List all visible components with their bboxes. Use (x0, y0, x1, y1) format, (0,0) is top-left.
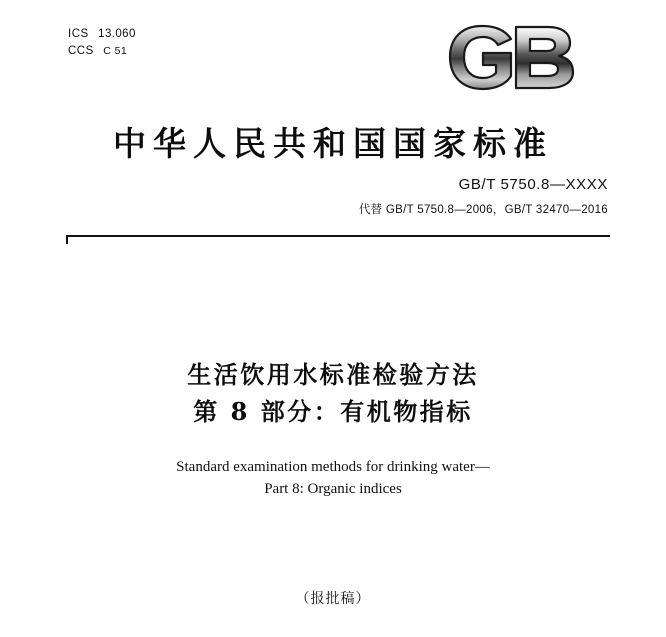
ccs-value: C 51 (103, 45, 128, 57)
document-title-cn-line1: 生活饮用水标准检验方法 (187, 360, 479, 389)
divider-line (66, 235, 610, 237)
ics-label: ICS (68, 28, 89, 40)
draft-status-note: （报批稿） (295, 591, 371, 607)
ccs-label: CCS (68, 45, 94, 57)
standard-number: GB/T 5750.8—XXXX (458, 176, 608, 193)
ics-code-row (68, 26, 136, 43)
national-standard-heading: 中华人民共和国国家标准 (113, 124, 553, 163)
replaced-standards: 代替 GB/T 5750.8—2006，GB/T 32470—2016 (358, 204, 608, 216)
classification-codes (68, 26, 136, 60)
document-title-en (0, 456, 666, 500)
ccs-code-row (68, 43, 136, 60)
header-divider (66, 231, 610, 241)
gb-emblem-icon (438, 18, 588, 96)
document-title-cn (0, 356, 666, 430)
document-title-en-line1: Standard examination methods for drinking water— (176, 459, 490, 475)
document-title-en-line2: Part 8: Organic indices (264, 481, 402, 497)
document-title-cn-line2: 第 8 部分：有机物指标 (193, 397, 473, 426)
ics-value: 13.060 (98, 28, 136, 40)
